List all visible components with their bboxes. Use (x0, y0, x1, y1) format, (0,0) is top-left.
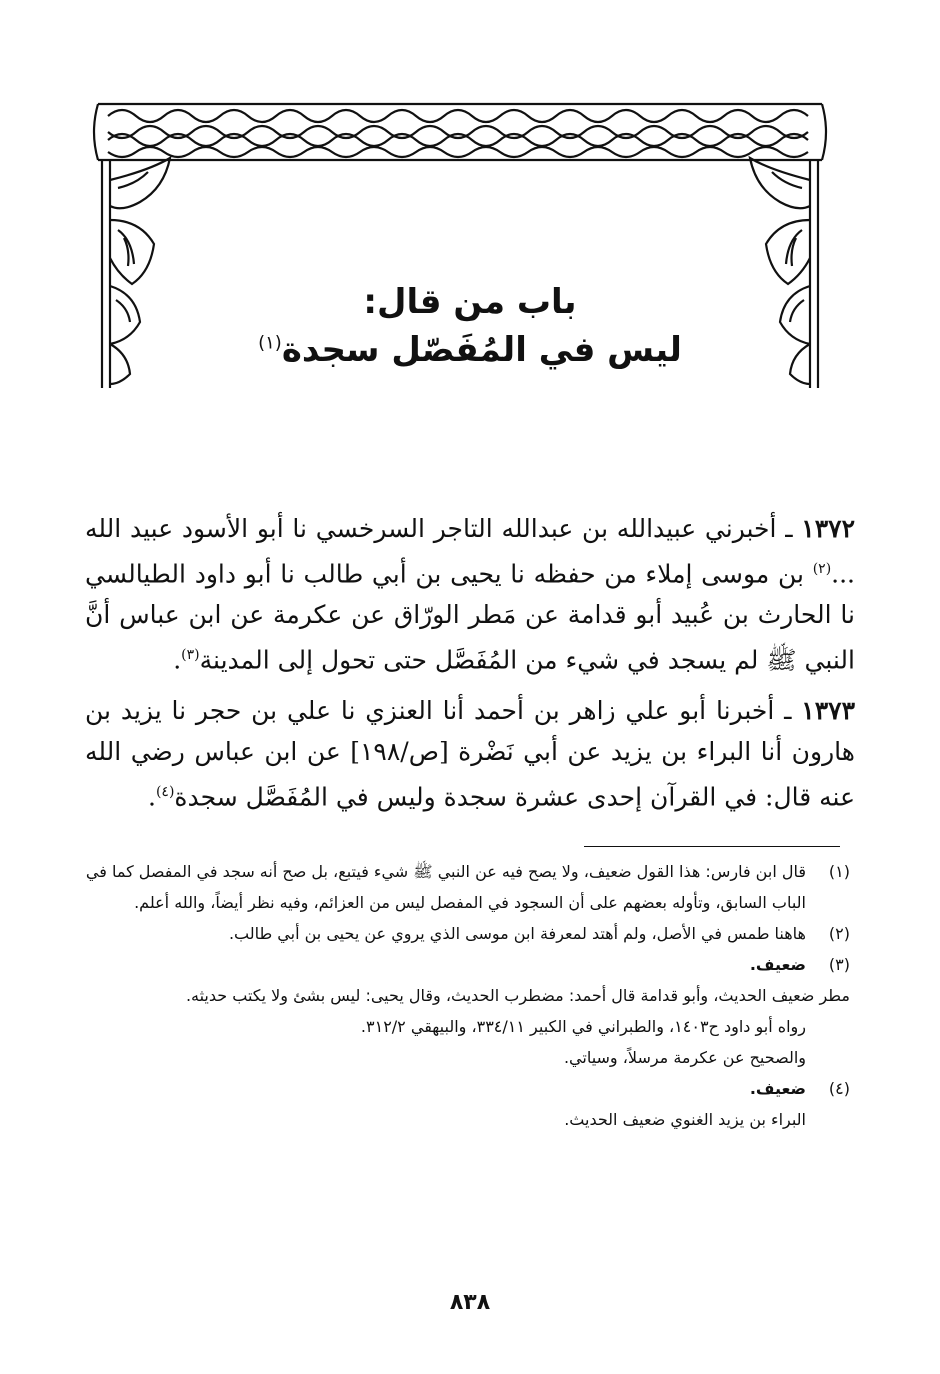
footnote-grade: ضعيف. (749, 955, 806, 974)
footnote-text: رواه أبو داود ح١٤٠٣، والطبراني في الكبير ٣٣٤/١١، والبيهقي ٣١٢/٢. (360, 1017, 806, 1036)
footnote-number: (٤) (828, 1079, 850, 1098)
hadith-number: ١٣٧٣ (801, 696, 855, 725)
footnote-ref: (٣) (181, 647, 200, 664)
footnote-ref: (٤) (155, 784, 175, 800)
hadith-text: بن موسى إملاء من حفظه نا يحيى بن أبي طالب نا أبو داود الطيالسي نا الحارث بن عُبيد أبو قدامة عن مَطر الورّاق عن عكرمة عن ابن عباس أنَّ النبي ﷺ لم يسجد في شيء من المُفَصَّل حتى تحول إلى المدينة (85, 559, 855, 675)
hadith-1373 (85, 690, 855, 817)
chapter-title-footnote-ref: (١) (258, 332, 282, 354)
hadith-1372 (85, 508, 855, 681)
footnote-1 (80, 856, 850, 918)
footnote-text: والصحيح عن عكرمة مرسلاً، وسياتي. (563, 1048, 806, 1067)
chapter-title-line1: باب من قال: (363, 282, 577, 322)
footnote-3-body (80, 980, 850, 1073)
footnote-4 (80, 1073, 850, 1135)
footnote-text: قال ابن فارس: هذا القول ضعيف، ولا يصح فيه عن النبي ﷺ شيء فيتبع، بل صح أنه سجد في المفصل كما في الباب السابق، وتأوله بعضهم على أن السجود في المفصل ليس من العزائم، وفيه نظر أيضاً، والله أعلم. (85, 862, 806, 912)
hadith-end: . (173, 645, 182, 675)
page-number: ٨٣٨ (449, 1290, 491, 1315)
footnote-number: (٣) (828, 955, 850, 974)
footnote-text: مطر ضعيف الحديث، وأبو قدامة قال أحمد: مضطرب الحديث، وقال يحيى: ليس بشئ ولا يكتب حديثه. (185, 986, 850, 1005)
footnotes (80, 856, 850, 1135)
footnote-grade: ضعيف. (749, 1079, 806, 1098)
hadith-text: ـ أخبرنا أبو علي زاهر بن أحمد أنا العنزي نا علي بن حجر نا يزيد بن هارون أنا البراء بن يزيد عن أبي نَضْرة [ص/١٩٨] عن ابن عباس رضي الله عنه قال: في القرآن إحدى عشرة سجدة وليس في المُفَصَّل سجدة (85, 696, 855, 812)
footnote-divider (584, 846, 840, 847)
hadith-number: ١٣٧٢ (801, 514, 855, 543)
footnote-text: البراء بن يزيد الغنوي ضعيف الحديث. (564, 1110, 806, 1129)
chapter-title-line2 (200, 330, 740, 370)
hadith-text: ـ أخبرني عبيدالله بن عبدالله التاجر السرخسي نا أبو الأسود عبيد الله ... (85, 514, 855, 589)
footnote-text: هاهنا طمس في الأصل، ولم أهتد لمعرفة ابن موسى الذي يروي عن يحيى بن أبي طالب. (228, 924, 806, 943)
footnote-2 (80, 918, 850, 949)
chapter-title-text: ليس في المُفَصّل سجدة (281, 330, 682, 370)
footnote-3 (80, 949, 850, 980)
footnote-number: (٢) (828, 924, 850, 943)
hadith-end: . (148, 782, 156, 812)
footnote-number: (١) (828, 862, 850, 881)
footnote-ref: (٢) (812, 561, 832, 577)
